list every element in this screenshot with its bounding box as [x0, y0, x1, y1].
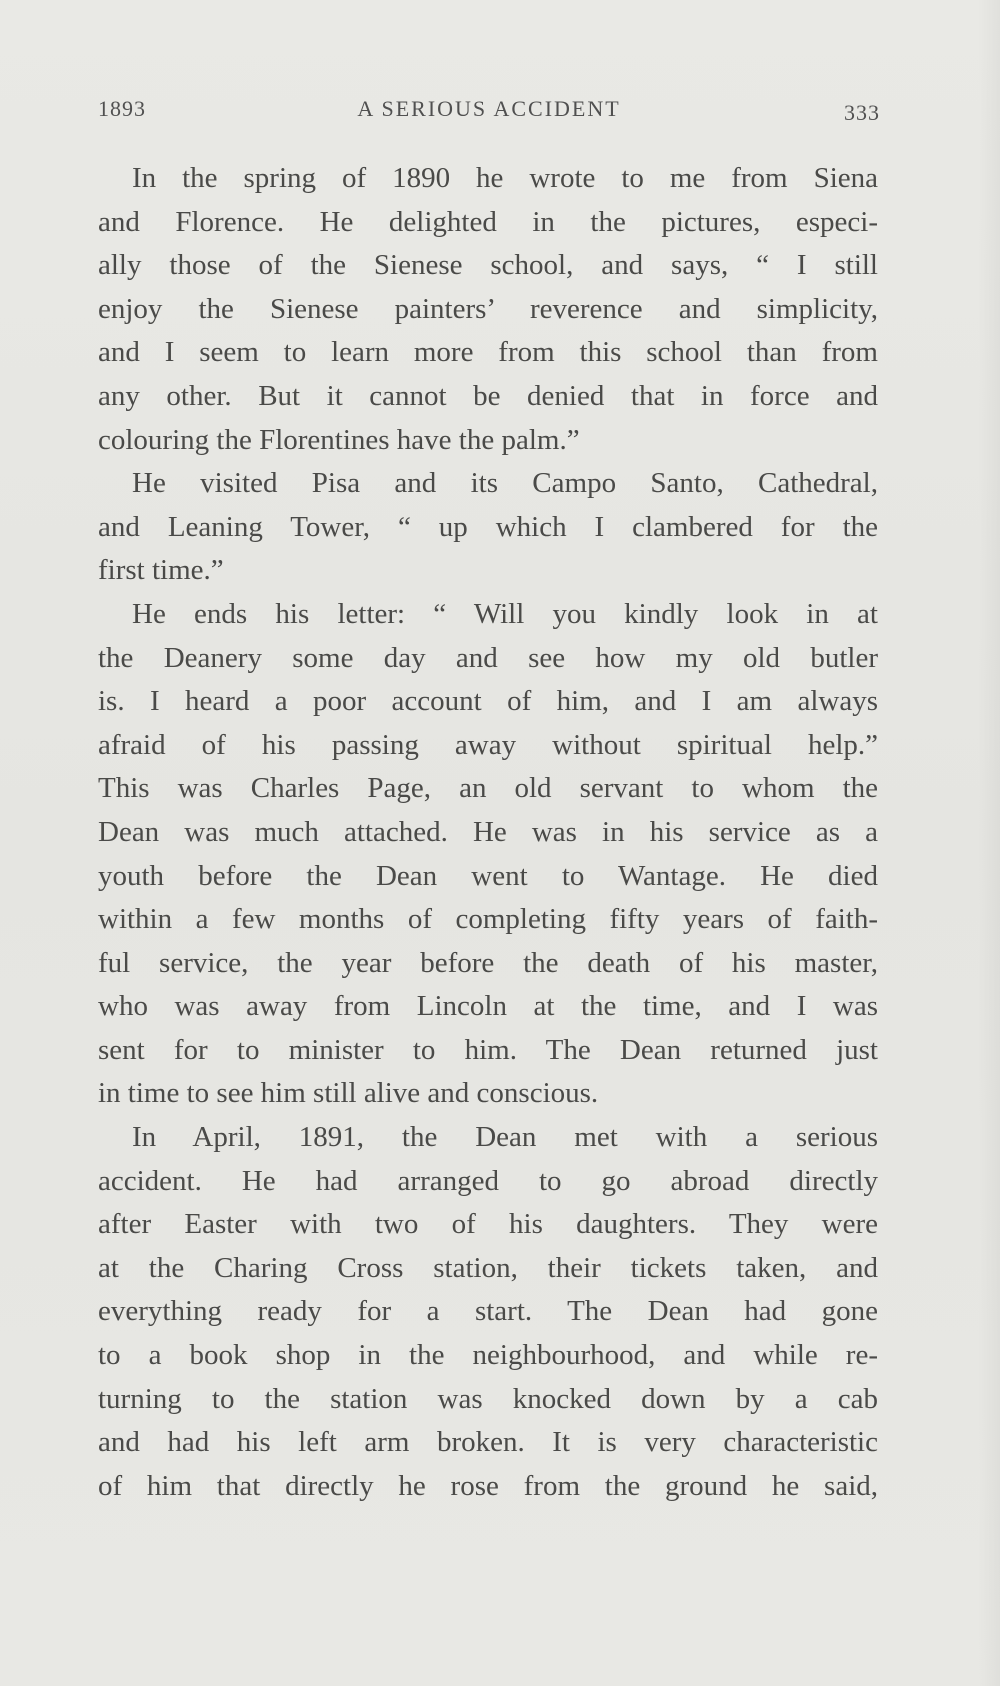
- text-line: in time to see him still alive and conscious.: [98, 1077, 599, 1110]
- text-line: first time.”: [98, 554, 224, 587]
- text-line: ful service, the year before the death of his master,: [98, 946, 878, 979]
- text-line: ally those of the Sienese school, and says, “ I still: [98, 249, 878, 282]
- text-line: youth before the Dean went to Wantage. He died: [98, 859, 878, 892]
- paragraph-4: [98, 1116, 878, 1508]
- page-gutter-shadow: [978, 0, 1000, 1686]
- paragraph-3: [98, 593, 878, 1116]
- paragraph-1: [98, 157, 878, 462]
- text-line: afraid of his passing away without spiritual help.”: [98, 728, 878, 761]
- text-line: accident. He had arranged to go abroad directly: [98, 1164, 878, 1197]
- text-line: the Deanery some day and see how my old butler: [98, 641, 878, 674]
- text-line: turning to the station was knocked down by a cab: [98, 1382, 878, 1415]
- body-text: [98, 157, 878, 1508]
- text-line: He visited Pisa and its Campo Santo, Cathedral,: [132, 467, 878, 500]
- text-line: of him that directly he rose from the ground he said,: [98, 1469, 878, 1502]
- running-head-title: A SERIOUS ACCIDENT: [357, 96, 621, 121]
- paragraph-2: [98, 462, 878, 593]
- text-line: Dean was much attached. He was in his service as a: [98, 815, 878, 848]
- running-head: [98, 96, 880, 128]
- page-number: 333: [844, 100, 880, 125]
- text-line: and I seem to learn more from this school than from: [98, 336, 878, 369]
- text-line: sent for to minister to him. The Dean returned just: [98, 1033, 878, 1066]
- text-line: In April, 1891, the Dean met with a serious: [132, 1121, 878, 1154]
- text-line: after Easter with two of his daughters. They were: [98, 1208, 878, 1241]
- text-line: colouring the Florentines have the palm.”: [98, 423, 580, 456]
- text-line: everything ready for a start. The Dean had gone: [98, 1295, 878, 1328]
- text-line: In the spring of 1890 he wrote to me from Siena: [132, 162, 878, 194]
- text-line: is. I heard a poor account of him, and I am always: [98, 685, 878, 718]
- text-line: He ends his letter: “ Will you kindly look in at: [132, 597, 878, 630]
- text-line: This was Charles Page, an old servant to whom the: [98, 772, 878, 805]
- text-line: enjoy the Sienese painters’ reverence and simplicity,: [98, 292, 878, 325]
- text-line: who was away from Lincoln at the time, and I was: [98, 990, 878, 1023]
- running-head-year: 1893: [98, 96, 146, 121]
- text-line: at the Charing Cross station, their tickets taken, and: [98, 1251, 878, 1284]
- text-line: any other. But it cannot be denied that in force and: [98, 379, 878, 412]
- text-line: to a book shop in the neighbourhood, and while re-: [98, 1339, 878, 1372]
- text-line: within a few months of completing fifty years of faith-: [98, 903, 878, 936]
- text-line: and had his left arm broken. It is very characteristic: [98, 1426, 878, 1459]
- text-line: and Florence. He delighted in the pictures, especi-: [98, 205, 878, 238]
- text-line: and Leaning Tower, “ up which I clambered for the: [98, 510, 878, 543]
